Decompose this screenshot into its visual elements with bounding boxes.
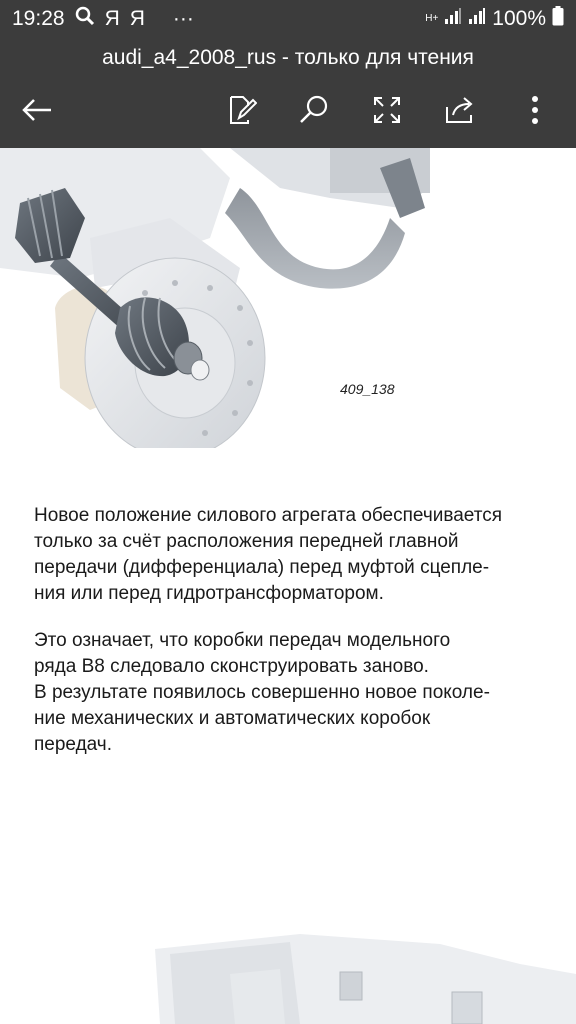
search-icon: [298, 94, 330, 131]
text-line: ряда В8 следовало сконструировать заново.: [34, 656, 429, 677]
status-time: 19:28: [12, 7, 65, 30]
share-button[interactable]: [438, 90, 482, 134]
back-arrow-icon: [21, 98, 53, 127]
more-options-button[interactable]: [513, 90, 557, 134]
text-line: ния или перед гидротрансформатором.: [34, 583, 384, 604]
text-line: Новое положение силового агрегата обеспечивается: [34, 505, 503, 526]
fullscreen-icon: [372, 95, 402, 130]
text-line: только за счёт расположения передней главной: [34, 531, 459, 552]
network-type: H+: [425, 13, 439, 24]
figure-label: 409_138: [340, 381, 395, 397]
back-button[interactable]: [15, 90, 59, 134]
signal-icon: [468, 7, 486, 31]
document-page[interactable]: [0, 148, 576, 1024]
fullscreen-button[interactable]: [365, 90, 409, 134]
text-line: Это означает, что коробки передач модельного: [34, 630, 451, 651]
app-bar: [0, 38, 576, 148]
text-line: передач.: [34, 734, 112, 755]
gearbox-illustration: [0, 934, 576, 1024]
edit-button[interactable]: [220, 90, 264, 134]
signal-icon: [444, 7, 462, 31]
share-icon: [444, 95, 476, 130]
search-button[interactable]: [292, 90, 336, 134]
text-line: передачи (дифференциала) перед муфтой сцепле-: [34, 557, 490, 578]
text-line: ние механических и автоматических коробок: [34, 708, 431, 729]
status-bar: [0, 0, 576, 38]
document-title: audi_a4_2008_rus - только для чтения: [102, 46, 474, 69]
notification-icon-ya: Я: [104, 7, 120, 30]
paragraph: [34, 628, 554, 758]
search-icon: [75, 6, 95, 32]
text-line: В результате появилось совершенно новое поколе-: [34, 682, 490, 703]
paragraph: [34, 503, 554, 607]
toolbar: [0, 90, 576, 134]
battery-level: 100%: [492, 7, 546, 30]
notification-icon-ya: Я: [129, 7, 145, 30]
battery-icon: [552, 6, 564, 32]
more-notifications-icon: ···: [172, 7, 194, 30]
edit-icon: [227, 94, 257, 131]
more-vert-icon: [531, 95, 539, 130]
drive-shaft-illustration: [0, 148, 576, 448]
